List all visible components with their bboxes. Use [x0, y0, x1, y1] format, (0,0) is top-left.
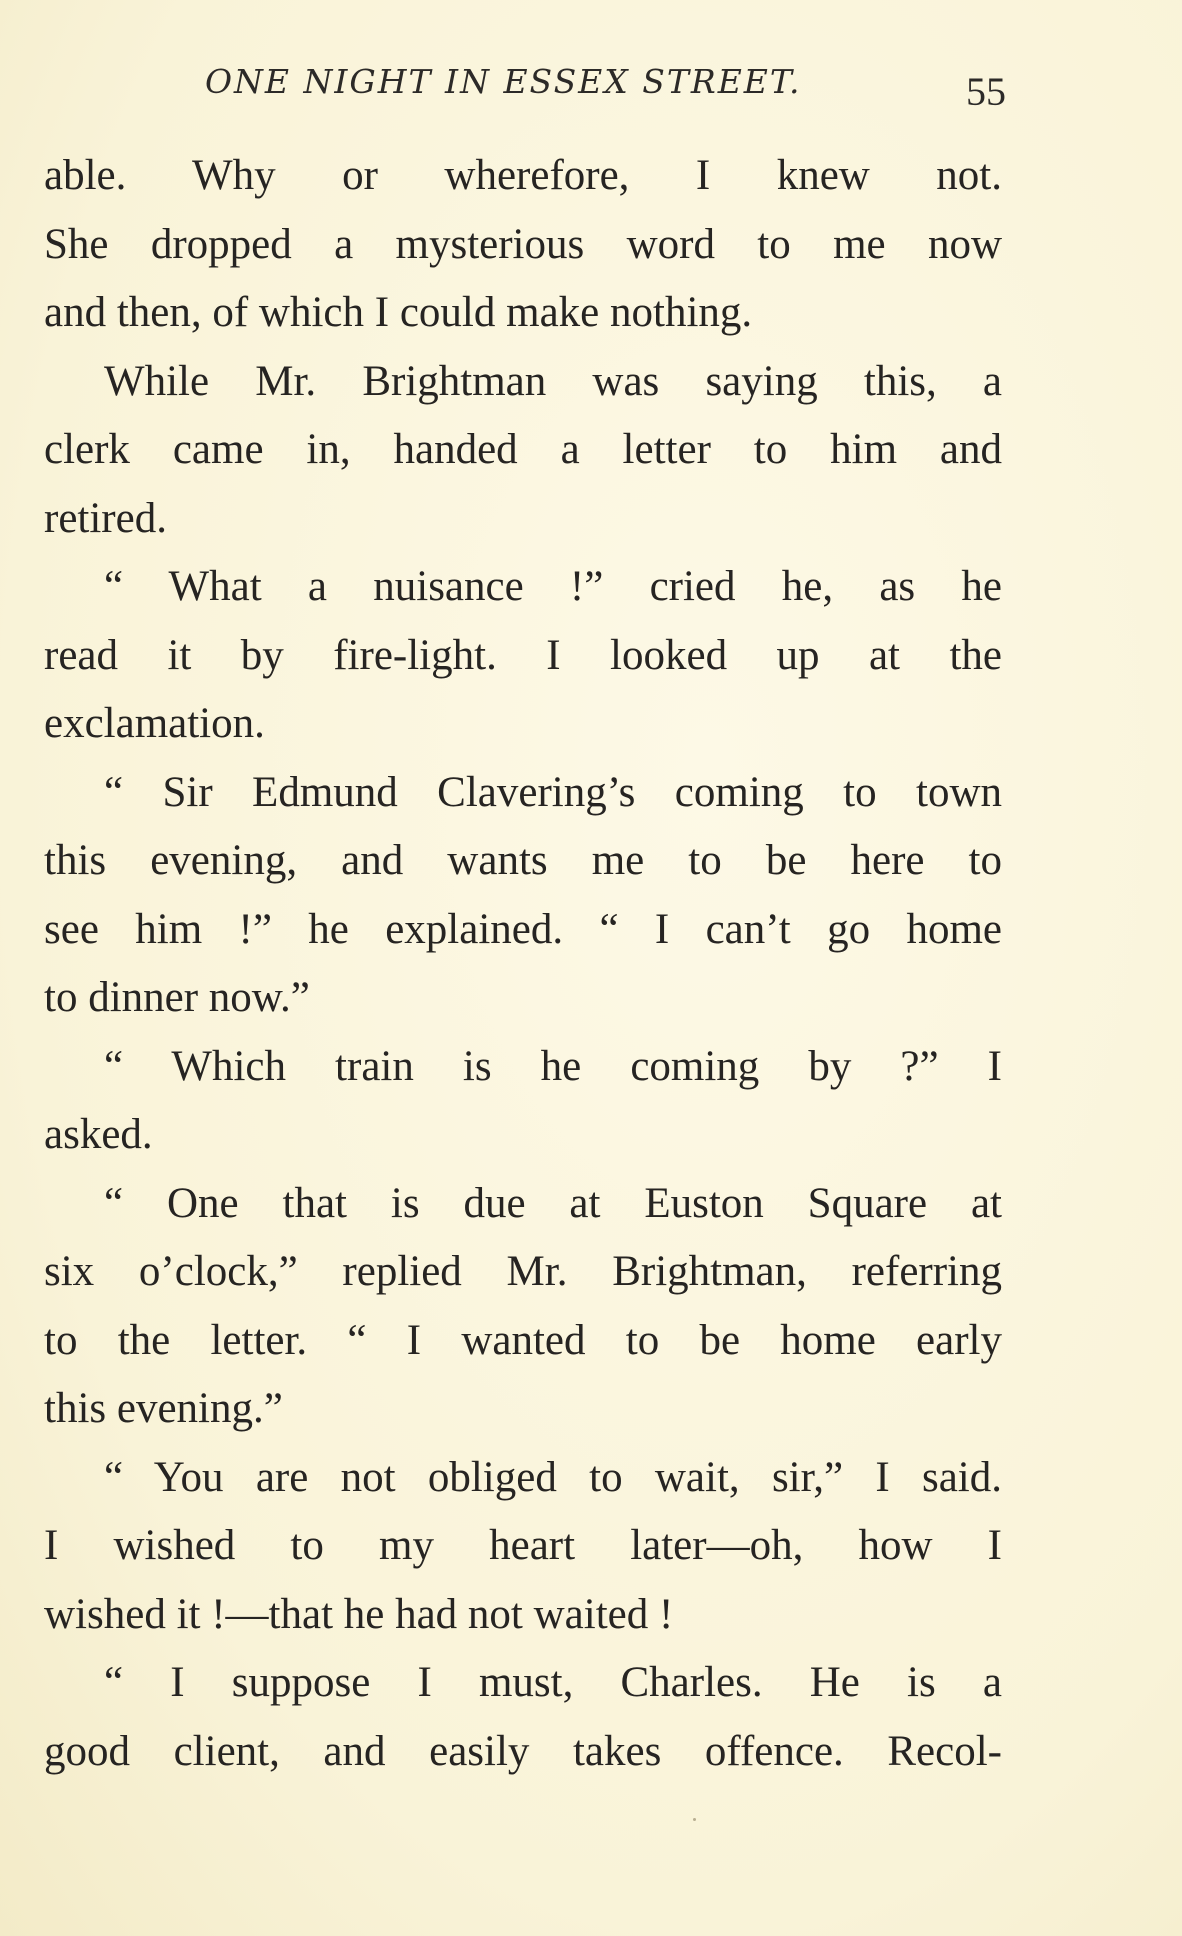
text-line: this evening, and wants me to be here to — [44, 837, 1002, 884]
text-line: retired. — [44, 494, 167, 542]
text-line: to the letter. “ I wanted to be home early — [44, 1316, 1002, 1364]
text-line: and then, of which I could make nothing. — [44, 289, 753, 336]
text-line: “ One that is due at Euston Square at — [104, 1179, 1002, 1227]
text-line: While Mr. Brightman was saying this, a — [104, 357, 1002, 405]
text-line: “ I suppose I must, Charles. He is a — [104, 1659, 1002, 1706]
running-title: ONE NIGHT IN ESSEX STREET. — [205, 62, 802, 101]
text-line: see him !” he explained. “ I can’t go home — [44, 905, 1002, 953]
text-line: clerk came in, handed a letter to him and — [44, 426, 1002, 473]
body-text — [44, 142, 1002, 1786]
text-line: exclamation. — [44, 700, 265, 747]
page-number: 55 — [966, 69, 1006, 114]
running-head — [0, 62, 1182, 112]
text-line: good client, and easily takes offence. Recol- — [44, 1727, 1002, 1775]
text-line: “ What a nuisance !” cried he, as he — [104, 563, 1002, 610]
text-line: I wished to my heart later—oh, how I — [44, 1522, 1002, 1569]
text-line: “ You are not obliged to wait, sir,” I said. — [104, 1453, 1002, 1501]
text-line: to dinner now.” — [44, 974, 310, 1021]
text-line: “ Sir Edmund Clavering’s coming to town — [104, 768, 1002, 816]
text-line: this evening.” — [44, 1385, 283, 1432]
paper-speck — [693, 1818, 696, 1821]
text-line: She dropped a mysterious word to me now — [44, 220, 1002, 268]
text-line: six o’clock,” replied Mr. Brightman, referring — [44, 1248, 1002, 1295]
text-line: wished it !—that he had not waited ! — [44, 1590, 674, 1638]
text-line: able. Why or wherefore, I knew not. — [44, 152, 1002, 199]
text-line: read it by fire-light. I looked up at the — [44, 631, 1002, 679]
text-line: asked. — [44, 1111, 153, 1158]
text-line: “ Which train is he coming by ?” I — [104, 1042, 1002, 1090]
